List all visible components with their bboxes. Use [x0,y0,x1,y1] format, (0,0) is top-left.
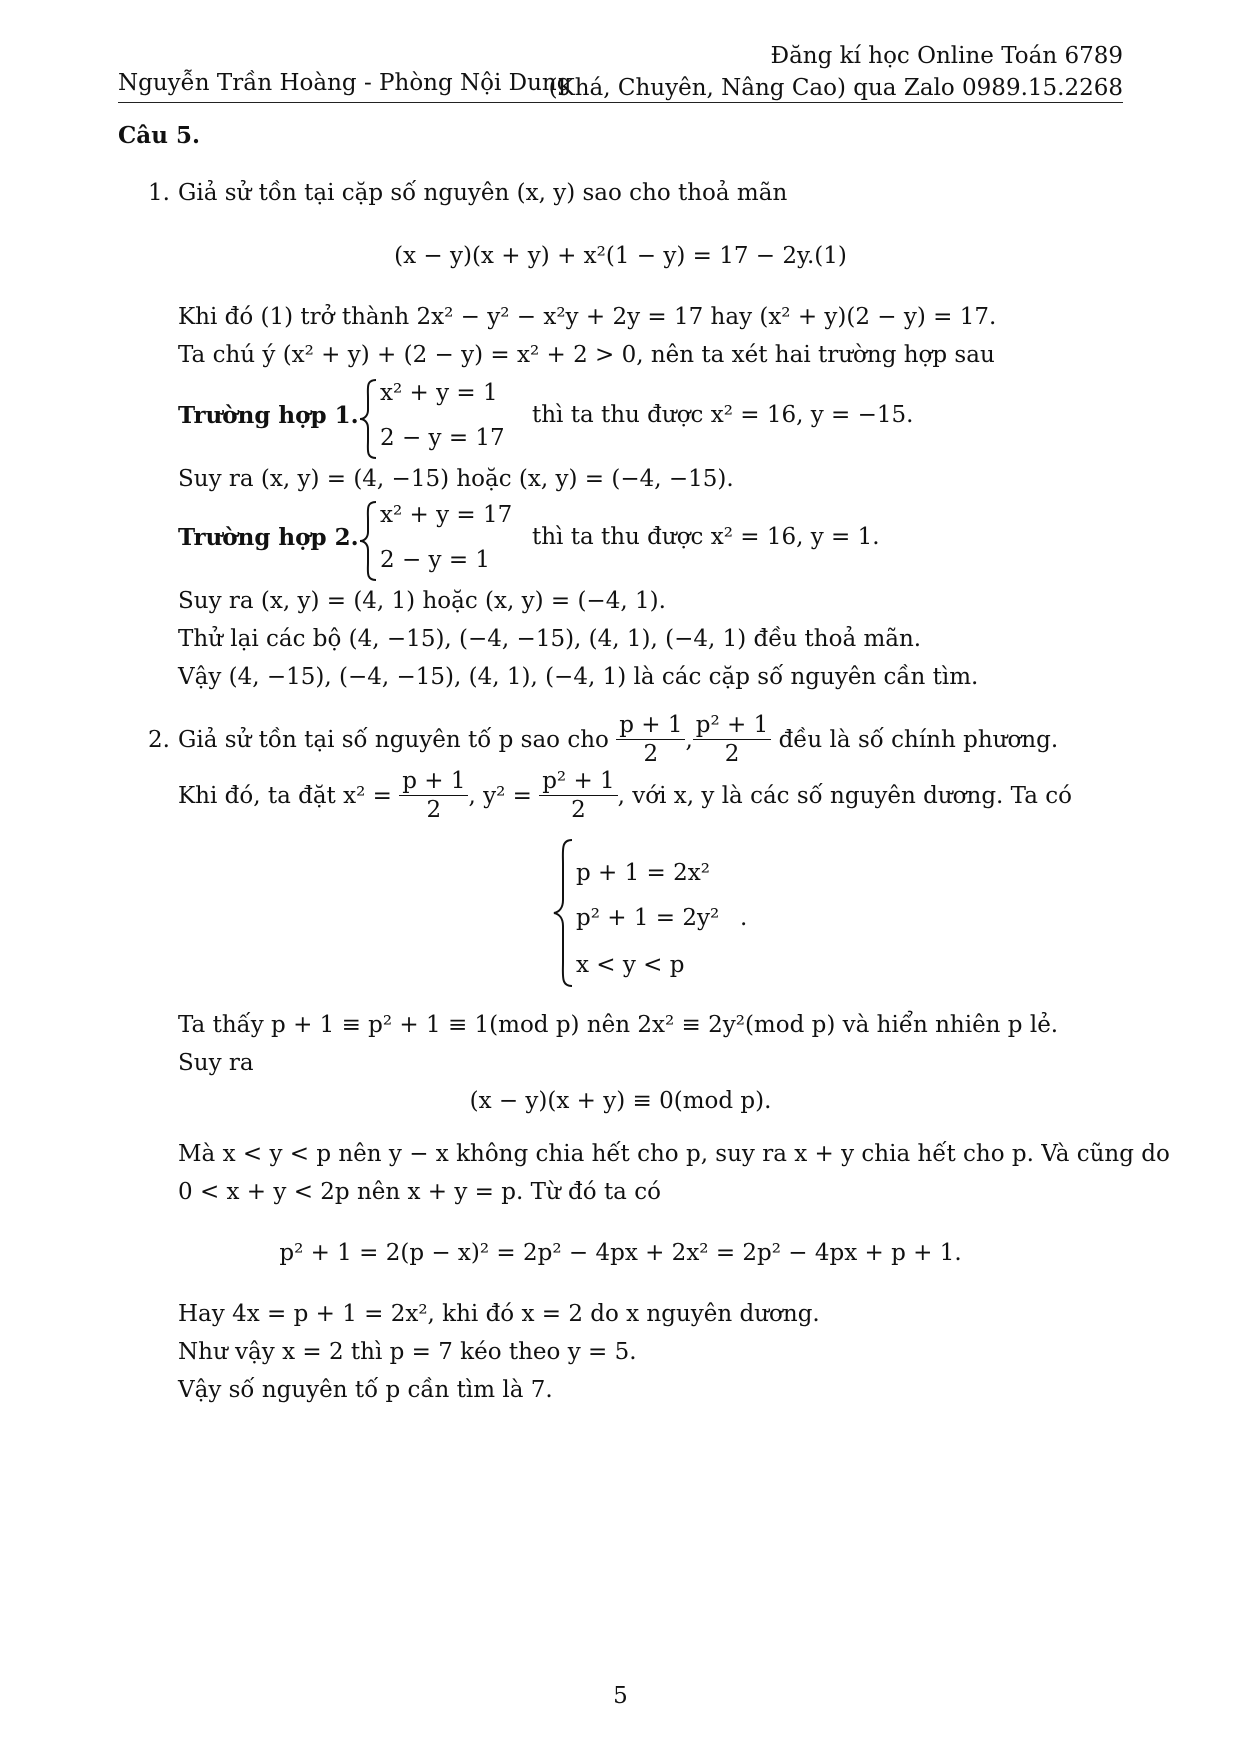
header-right-line2: (Khá, Chuyên, Nâng Cao) qua Zalo 0989.15.2268 [548,75,1123,101]
case2-row1: x² + y = 17 [380,502,513,528]
part2-intro-b: đều là số chính phương. [778,727,1059,753]
part1-check: Thử lại các bộ (4, −15), (−4, −15), (4, 1), (−4, 1) đều thoả mãn. [178,626,922,652]
frac-p2-plus-1-over-2: $\frac{\text{p² + 1}}{2}$ [693,711,771,768]
case2-brace [358,500,380,582]
system-dot: . [740,905,748,931]
case1-brace [358,378,380,460]
system-row2: p² + 1 = 2y² [576,905,720,931]
part1-intro: Giả sử tồn tại cặp số nguyên (x, y) sao cho thoả mãn [178,180,788,206]
header-contact [549,40,1123,104]
header-rule [118,102,1123,103]
frac-set-y: $\frac{\text{p² + 1}}{2}$ [539,767,617,824]
case1-row2: 2 − y = 17 [380,425,505,451]
frac-p-plus-1-over-2: $\frac{p + 1}{2}$ [616,711,685,768]
case2-row2: 2 − y = 1 [380,547,491,573]
system-brace [552,838,576,988]
frac-set-x: $\frac{p + 1}{2}$ [399,767,468,824]
part2-ma-line1: Mà x < y < p nên y − x không chia hết cho p, suy ra x + y chia hết cho p. Và cũng do [178,1141,1170,1167]
part2-hay-line: Hay 4x = p + 1 = 2x², khi đó x = 2 do x nguyên dương. [178,1301,820,1327]
header-author: Nguyễn Trần Hoàng - Phòng Nội Dung [118,70,572,96]
case1-label: Trường hợp 1. [178,402,359,429]
part1-equation: (x − y)(x + y) + x²(1 − y) = 17 − 2y.(1) [394,243,847,269]
part2-ma-line2: 0 < x + y < 2p nên x + y = p. Từ đó ta có [178,1179,661,1205]
system-row3: x < y < p [576,952,685,978]
part2-intro: Giả sử tồn tại số nguyên tố p sao cho $\frac{p + 1}{2}$ , $\frac{\text{p² + 1}}{2}$ đều là số chính phương. [178,711,1059,767]
part2-big-equation: p² + 1 = 2(p − x)² = 2p² − 4px + 2x² = 2p² − 4px + p + 1. [279,1240,962,1266]
part1-transform: Khi đó (1) trở thành 2x² − y² − x²y + 2y = 17 hay (x² + y)(2 − y) = 17. [178,304,997,330]
part1-note: Ta chú ý (x² + y) + (2 − y) = x² + 2 > 0, nên ta xét hai trường hợp sau [178,342,995,368]
case2-label: Trường hợp 2. [178,524,359,551]
part2-number: 2. [148,727,170,753]
case1-row1: x² + y = 1 [380,380,498,406]
part2-intro-a: Giả sử tồn tại số nguyên tố p sao cho [178,727,609,753]
header-right-line1: Đăng kí học Online Toán 6789 [770,43,1123,69]
part2-congruence: (x − y)(x + y) ≡ 0(mod p). [469,1088,772,1114]
part2-suy-ra: Suy ra [178,1050,254,1076]
part1-final: Vậy (4, −15), (−4, −15), (4, 1), (−4, 1) là các cặp số nguyên cần tìm. [178,664,979,690]
part2-final: Vậy số nguyên tố p cần tìm là 7. [178,1377,553,1403]
part2-set-line: Khi đó, ta đặt x² = $\frac{p + 1}{2}$ , y² = $\frac{\text{p² + 1}}{2}$ , với x, y là các số nguyên dương. Ta có [178,767,1072,823]
case1-conclusion: Suy ra (x, y) = (4, −15) hoặc (x, y) = (−4, −15). [178,466,734,492]
part2-see-line: Ta thấy p + 1 ≡ p² + 1 ≡ 1(mod p) nên 2x² ≡ 2y²(mod p) và hiển nhiên p lẻ. [178,1012,1059,1038]
problem-title: Câu 5. [118,122,200,149]
case2-conclusion: Suy ra (x, y) = (4, 1) hoặc (x, y) = (−4, 1). [178,588,666,614]
system-row1: p + 1 = 2x² [576,860,710,886]
page-number: 5 [613,1683,628,1709]
part1-number: 1. [148,180,170,206]
case1-result: thì ta thu được x² = 16, y = −15. [532,402,914,428]
case2-result: thì ta thu được x² = 16, y = 1. [532,524,880,550]
part2-nhu-line: Như vậy x = 2 thì p = 7 kéo theo y = 5. [178,1339,637,1365]
